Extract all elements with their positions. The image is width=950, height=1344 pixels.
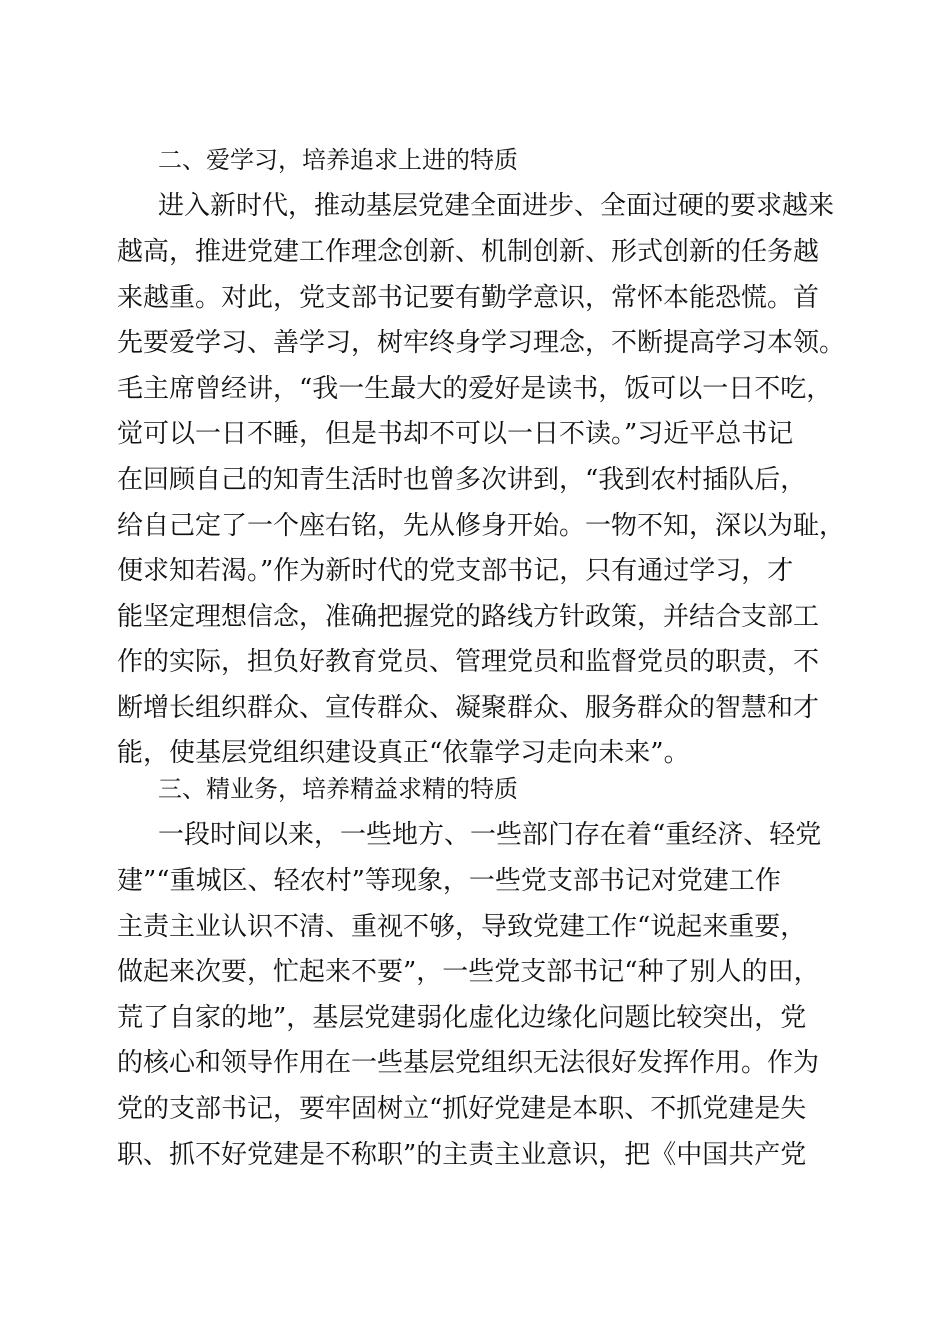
paragraph-line: 能，使基层党组织建设真正“依靠学习走向未来”。 [117,738,690,768]
paragraph-line: 断增长组织群众、宣传群众、凝聚群众、服务群众的智慧和才 [117,693,820,723]
paragraph-line: 进入新时代，推动基层党建全面进步、全面过硬的要求越来 [158,191,835,221]
paragraph-line: 在回顾自己的知青生活时也曾多次讲到，“我到农村插队后， [117,465,807,495]
paragraph-line: 能坚定理想信念，准确把握党的路线方针政策，并结合支部工 [117,602,820,632]
section-3-heading: 三、精业务，培养精益求精的特质 [158,775,518,803]
paragraph-line: 党的支部书记，要牢固树立“抓好党建是本职、不抓党建是失 [117,1094,807,1124]
paragraph-line: 先要爱学习、善学习，树牢终身学习理念，不断提高学习本领。 [117,328,846,358]
paragraph-line: 职、抓不好党建是不称职”的主责主业意识，把《中国共产党 [117,1140,807,1170]
paragraph-line: 主责主业认识不清、重视不够，导致党建工作“说起来重要， [117,912,807,942]
paragraph-line: 的核心和领导作用在一些基层党组织无法很好发挥作用。作为 [117,1048,820,1078]
paragraph-line: 毛主席曾经讲，“我一生最大的爱好是读书，饭可以一日不吃， [117,374,833,404]
paragraph-line: 建”“重城区、轻农村”等现象，一些党支部书记对党建工作 [117,866,781,896]
paragraph-line: 来越重。对此，党支部书记要有勤学意识，常怀本能恐慌。首 [117,283,820,313]
paragraph-line: 给自己定了一个座右铭，先从修身开始。一物不知，深以为耻， [117,511,846,541]
paragraph-line: 荒了自家的地”，基层党建弱化虚化边缘化问题比较突出，党 [117,1003,807,1033]
paragraph-line: 作的实际，担负好教育党员、管理党员和监督党员的职责，不 [117,647,820,677]
paragraph-line: 一段时间以来，一些地方、一些部门存在着“重经济、轻党 [158,820,822,850]
paragraph-line: 越高，推进党建工作理念创新、机制创新、形式创新的任务越 [117,237,820,267]
paragraph-line: 便求知若渴。”作为新时代的党支部书记，只有通过学习，才 [117,556,794,586]
paragraph-line: 觉可以一日不睡，但是书却不可以一日不读。”习近平总书记 [117,419,794,449]
paragraph-line: 做起来次要，忙起来不要”，一些党支部书记“种了别人的田， [117,957,820,987]
section-2-heading: 二、爱学习，培养追求上进的特质 [158,146,518,174]
